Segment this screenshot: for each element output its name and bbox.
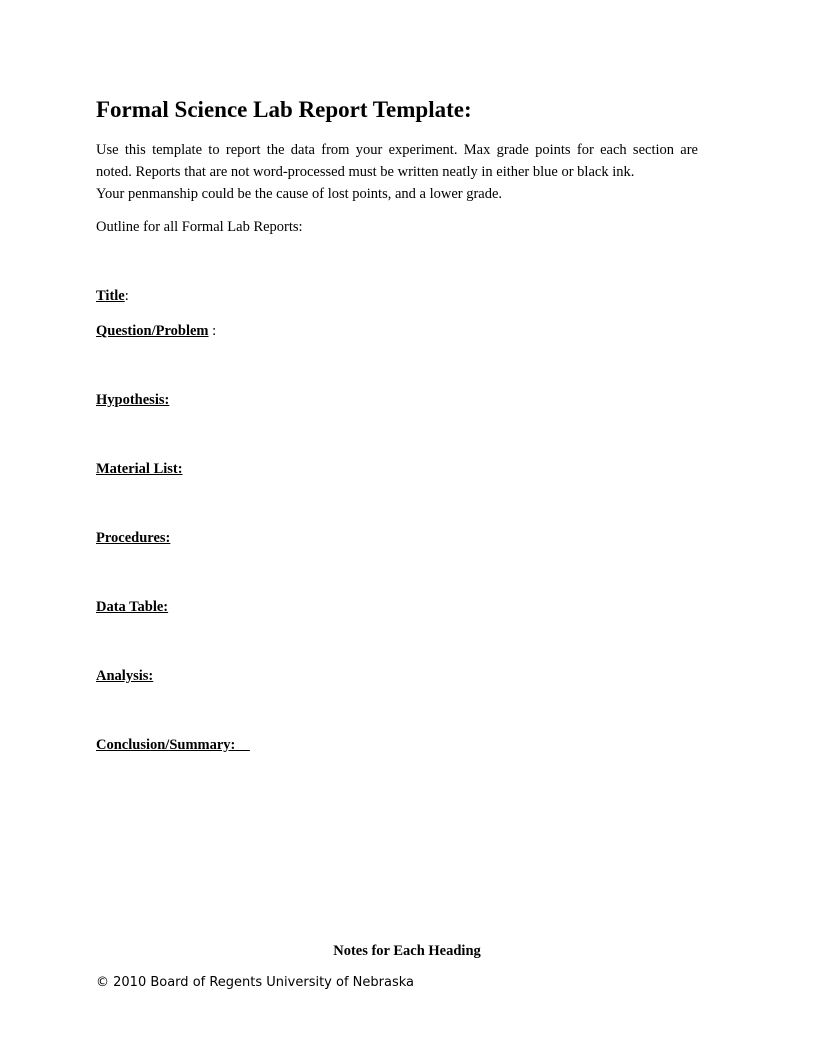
section-question-colon: : [208,323,217,339]
section-title-colon: : [124,288,129,304]
section-material-list-label: Material List: [96,461,183,477]
intro-line-2: noted. Reports that are not word-processed must be written neatly in either blue or black ink. [96,164,635,180]
notes-heading-text: Notes for Each Heading [333,943,481,959]
section-analysis [96,665,153,687]
intro-line-3: Your penmanship could be the cause of lost points, and a lower grade. [96,186,503,202]
section-conclusion-summary [96,734,250,756]
section-data-table [96,596,168,618]
section-title [96,285,129,307]
section-hypothesis [96,389,169,411]
notes-heading [0,940,816,962]
section-conclusion-label: Conclusion/Summary: [96,737,236,753]
section-question-label: Question/Problem [96,323,209,339]
section-material-list [96,458,183,480]
section-hypothesis-label: Hypothesis: [96,392,170,408]
section-procedures [96,527,170,549]
section-conclusion-underline-tail [235,737,250,753]
section-data-table-label: Data Table: [96,599,169,615]
section-question-problem [96,320,216,342]
copyright-footer: © 2010 Board of Regents University of Nebraska [96,975,414,990]
page-title: Formal Science Lab Report Template: [96,97,472,122]
section-procedures-label: Procedures: [96,530,171,546]
intro-line-1: Use this template to report the data from your experiment. Max grade points for each section are [96,142,698,158]
outline-label: Outline for all Formal Lab Reports: [96,219,303,235]
intro-paragraph [96,139,698,205]
section-analysis-label: Analysis: [96,668,154,684]
section-title-label: Title [96,288,125,304]
